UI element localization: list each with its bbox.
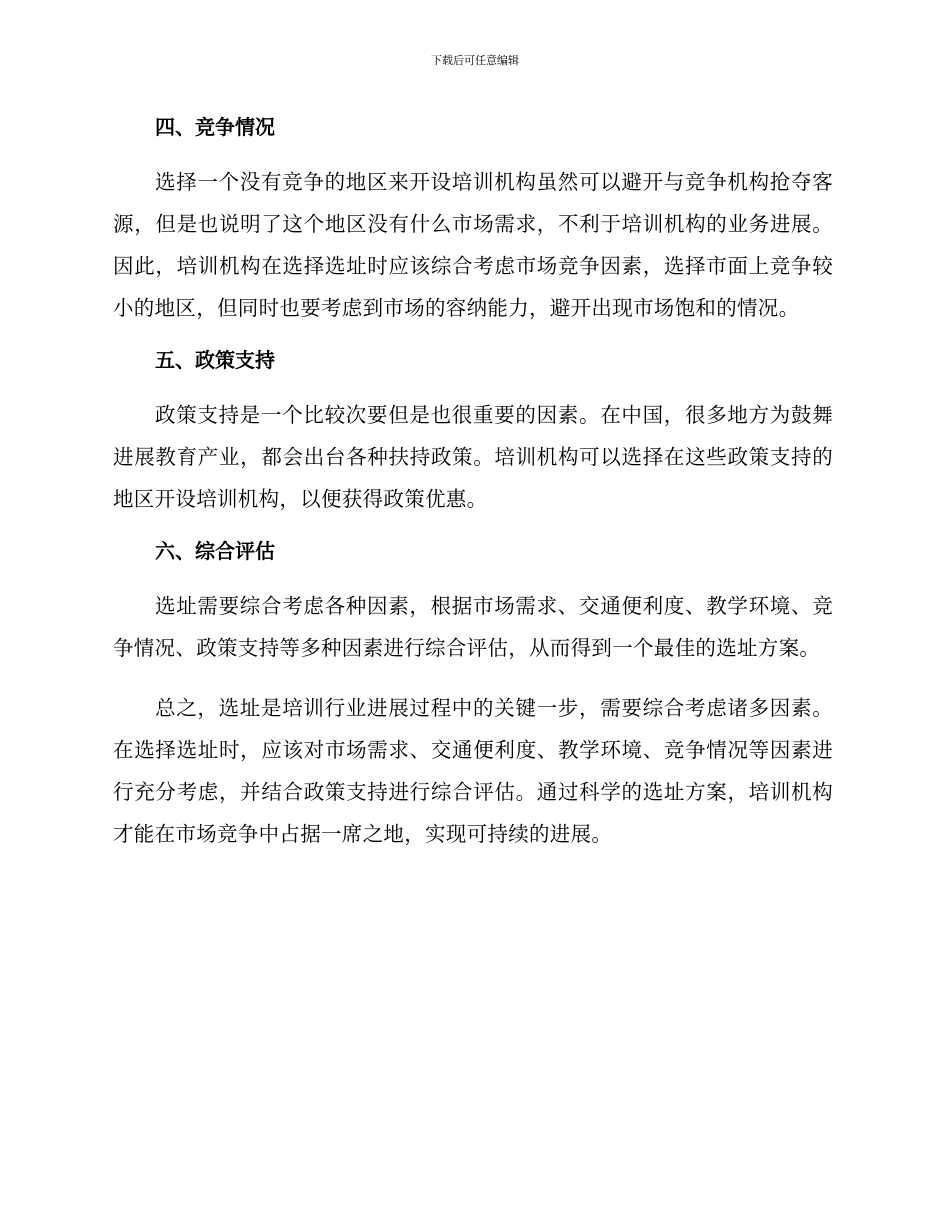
section-heading: 六、综合评估 (155, 539, 275, 563)
paragraph: 总之，选址是培训行业进展过程中的关键一步，需要综合考虑诸多因素。在选择选址时，应该对市场需求、交通便利度、教学环境、竞争情况等因素进行充分考虑，并结合政策支持进行综合评估。通过科学的选址方案，培训机构才能在市场竞争中占据一席之地，实现可持续的进展。 (113, 696, 833, 846)
paragraph: 政策支持是一个比较次要但是也很重要的因素。在中国，很多地方为鼓舞进展教育产业，都会出台各种扶持政策。培训机构可以选择在这些政策支持的地区开设培训机构，以便获得政策优惠。 (113, 403, 833, 511)
page-header: 下载后可任意编辑 (431, 54, 519, 67)
section-heading: 四、竞争情况 (155, 115, 275, 139)
section-competition (113, 114, 833, 329)
section-policy-support (113, 347, 833, 520)
document-body (113, 114, 833, 873)
section-heading: 五、政策支持 (155, 348, 275, 372)
section-overall-evaluation (113, 538, 833, 855)
paragraph: 选址需要综合考虑各种因素，根据市场需求、交通便利度、教学环境、竞争情况、政策支持等多种因素进行综合评估，从而得到一个最佳的选址方案。 (113, 594, 833, 660)
paragraph: 选择一个没有竞争的地区来开设培训机构虽然可以避开与竞争机构抢夺客源，但是也说明了这个地区没有什么市场需求，不利于培训机构的业务进展。因此，培训机构在选择选址时应该综合考虑市场竞争因素，选择市面上竞争较小的地区，但同时也要考虑到市场的容纳能力，避开出现市场饱和的情况。 (113, 170, 833, 320)
